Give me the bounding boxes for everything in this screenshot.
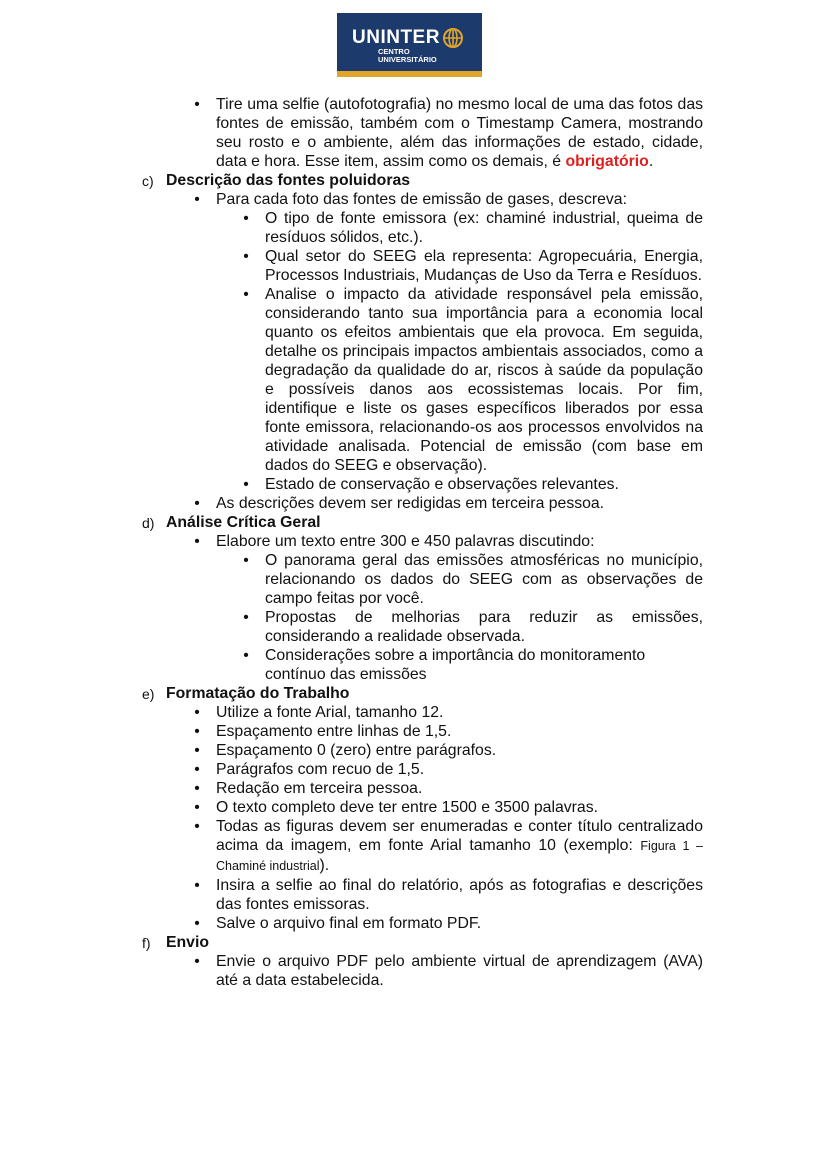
section-title: Envio	[166, 934, 210, 951]
item-text: Para cada foto das fontes de emissão de gases, descreva:	[216, 191, 627, 208]
logo-subtitle	[378, 48, 437, 64]
item-text: Utilize a fonte Arial, tamanho 12.	[216, 704, 444, 721]
bullet: •	[194, 96, 200, 113]
bullet: •	[194, 761, 200, 778]
list-item	[194, 760, 703, 779]
item-text: Redação em terceira pessoa.	[216, 780, 423, 797]
list-item	[194, 722, 703, 741]
section-title: Descrição das fontes poluidoras	[166, 172, 411, 189]
bullet: •	[243, 647, 249, 664]
item-text: O tipo de fonte emissora (ex: chaminé industrial, queima de resíduos sólidos, etc.).	[265, 210, 703, 246]
item-text: Qual setor do SEEG ela representa: Agropecuária, Energia, Processos Industriais, Mudanças de Uso da Terra e Resíduos.	[265, 248, 703, 284]
item-text: Insira a selfie ao final do relatório, após as fotografias e descrições das fontes emissoras.	[216, 877, 703, 913]
item-text: Envie o arquivo PDF pelo ambiente virtual de aprendizagem (AVA) até a data estabelecida.	[216, 953, 703, 989]
bullet: •	[194, 953, 200, 970]
sub-list-item	[243, 247, 703, 285]
list-item	[194, 532, 703, 551]
list-item	[194, 190, 703, 209]
section-heading-f	[142, 933, 820, 952]
globe-icon	[441, 26, 465, 50]
list-item	[194, 703, 703, 722]
item-text: Espaçamento entre linhas de 1,5.	[216, 723, 452, 740]
item-text: Espaçamento 0 (zero) entre parágrafos.	[216, 742, 497, 759]
document-body	[0, 95, 820, 990]
bullet: •	[243, 609, 249, 626]
bullet: •	[194, 704, 200, 721]
item-text: Analise o impacto da atividade responsável pela emissão, considerando tanto sua importância para a economia local quanto os efeitos ambientais que ela provoca. Em seguida, detalhe os principais impactos ambientais associados, como a degradação da qualidade do ar, riscos à saúde da população e possíveis danos aos ecossistemas locais. Por fim, identifique e liste os gases específicos liberados por essa fonte emissora, relacionando-os aos processos envolvidos na atividade analisada. Potencial de emissão (com base em dados do SEEG e observação).	[265, 286, 703, 474]
list-item	[194, 817, 703, 876]
section-heading-d	[142, 513, 820, 532]
bullet: •	[194, 742, 200, 759]
bullet: •	[194, 915, 200, 932]
bullet: •	[243, 248, 249, 265]
list-item	[194, 779, 703, 798]
item-text: Propostas de melhorias para reduzir as emissões, considerando a realidade observada.	[265, 609, 703, 645]
section-letter: f)	[142, 935, 151, 951]
logo-subtitle-line1: CENTRO	[378, 47, 410, 56]
item-text: As descrições devem ser redigidas em terceira pessoa.	[216, 495, 605, 512]
item-text: Salve o arquivo final em formato PDF.	[216, 915, 482, 932]
item-text: Parágrafos com recuo de 1,5.	[216, 761, 425, 778]
sub-list-item	[243, 608, 703, 646]
section-letter: d)	[142, 515, 155, 531]
sub-list-item	[243, 646, 703, 684]
bullet: •	[243, 552, 249, 569]
bullet: •	[194, 799, 200, 816]
section-letter: c)	[142, 173, 154, 189]
item-text: Todas as figuras devem ser enumeradas e conter título centralizado acima da imagem, em fonte Arial tamanho 10 (exemplo:	[216, 818, 703, 854]
item-text: Tire uma selfie (autofotografia) no mesmo local de uma das fotos das fontes de emissão, também com o Timestamp Camera, mostrando seu rosto e o ambiente, além das informações de estado, cidade, data e hora. Esse item, assim como os demais, é	[216, 96, 703, 170]
bullet: •	[194, 533, 200, 550]
bullet: •	[194, 191, 200, 208]
logo-wordmark: UNINTER	[352, 27, 440, 48]
item-text-end: .	[648, 153, 654, 170]
list-item	[194, 798, 703, 817]
sub-list-item	[243, 551, 703, 608]
list-item	[194, 741, 703, 760]
list-item	[194, 494, 703, 513]
section-heading-c	[142, 171, 820, 190]
bullet: •	[194, 877, 200, 894]
list-item	[194, 876, 703, 914]
bullet: •	[194, 495, 200, 512]
bullet: •	[243, 476, 249, 493]
bullet: •	[194, 818, 200, 835]
item-text: Estado de conservação e observações relevantes.	[265, 476, 619, 493]
item-text: O texto completo deve ter entre 1500 e 3500 palavras.	[216, 799, 598, 816]
list-item	[194, 952, 703, 990]
logo-accent-stripe	[337, 71, 482, 77]
section-title: Análise Crítica Geral	[166, 514, 321, 531]
item-text: Elabore um texto entre 300 e 450 palavras discutindo:	[216, 533, 595, 550]
bullet: •	[194, 723, 200, 740]
uninter-logo	[337, 13, 482, 77]
sub-list-item	[243, 285, 703, 475]
item-text: O panorama geral das emissões atmosféricas no município, relacionando os dados do SEEG com as observações de campo feitas por você.	[265, 552, 703, 607]
logo-subtitle-line2: UNIVERSITÁRIO	[378, 55, 437, 64]
section-title: Formatação do Trabalho	[166, 685, 350, 702]
list-item	[194, 914, 703, 933]
bullet: •	[194, 780, 200, 797]
bullet: •	[243, 210, 249, 227]
sub-list-item	[243, 209, 703, 247]
list-item	[194, 95, 703, 171]
item-text-end: ).	[319, 857, 330, 874]
section-letter: e)	[142, 686, 155, 702]
section-heading-e	[142, 684, 820, 703]
figure-caption-example: Figura 1 – Chaminé industrial	[216, 839, 703, 873]
item-text: Considerações sobre a importância do monitoramento contínuo das emissões	[265, 647, 646, 683]
emphasis-required: obrigatório	[565, 153, 649, 170]
sub-list-item	[243, 475, 703, 494]
bullet: •	[243, 286, 249, 303]
